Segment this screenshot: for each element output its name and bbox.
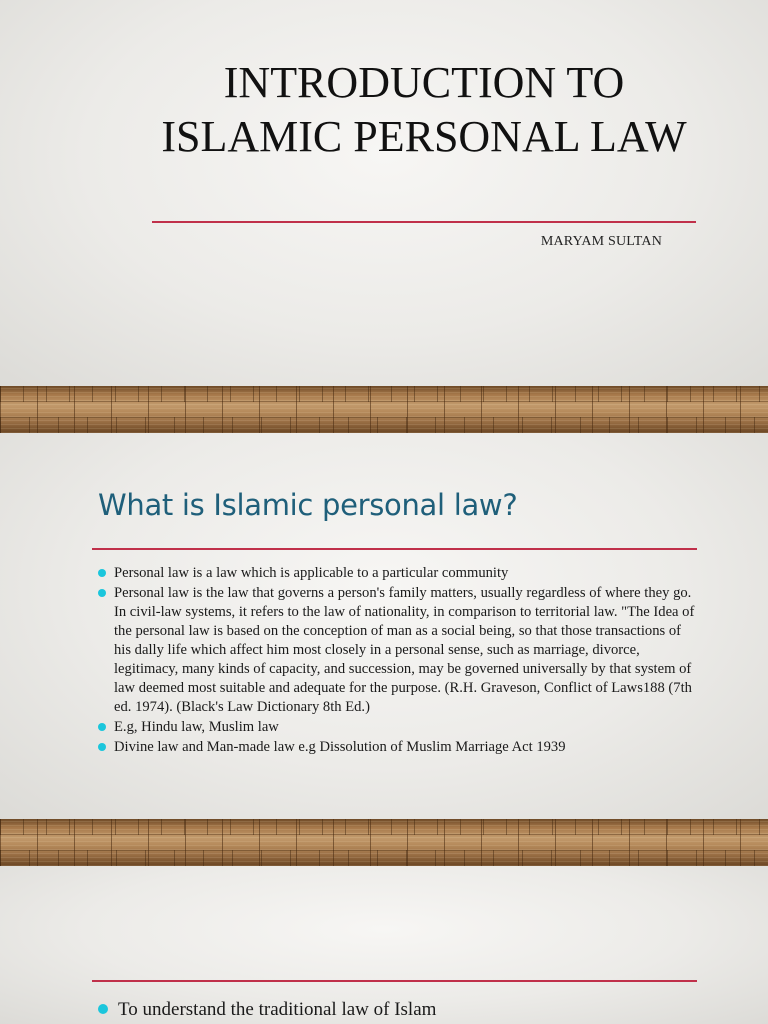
list-item-text: To understand the traditional law of Islam — [118, 999, 437, 1020]
list-item — [98, 718, 698, 737]
list-item-text: E.g, Hindu law, Muslim law — [114, 719, 279, 735]
bullet-dot-icon — [98, 569, 106, 577]
list-item-text: Divine law and Man-made law e.g Dissolution of Muslim Marriage Act 1939 — [114, 739, 566, 755]
list-item — [98, 738, 698, 757]
slide-title: INTRODUCTION TO ISLAMIC PERSONAL LAW — [161, 58, 687, 161]
list-item — [98, 564, 698, 583]
list-item — [98, 998, 698, 1022]
title-divider — [152, 221, 696, 223]
bullet-dot-icon — [98, 589, 106, 597]
author-name: MARYAM SULTAN — [540, 234, 662, 249]
heading-divider — [92, 980, 697, 982]
list-item-text: Personal law is the law that governs a person's family matters, usually regardless of where they go. In civil-law systems, it refers to the law of nationality, in comparison to territorial law. "The Idea of the personal law is based on the conception of man as a social being, so that those transactions of his dally life which affect him most closely in a personal sense, such as marriage, divorce, legitimacy, many kinds of capacity, and succession, may be governed universally by that system of law deemed most suitable and adequate for the purpose. (R.H. Graveson, Conflict of Laws188 (7th ed. 1974). (Black's Law Dictionary 8th Ed.) — [114, 585, 695, 715]
slide-3 — [0, 866, 768, 1024]
list-item-text: Personal law is a law which is applicable to a particular community — [114, 565, 509, 581]
wood-floor-separator — [0, 819, 768, 866]
slide-heading: What is Islamic personal law? — [98, 488, 518, 522]
wood-floor-separator — [0, 386, 768, 433]
heading-divider — [92, 548, 697, 550]
bullet-list — [98, 564, 698, 757]
slide-1 — [0, 0, 768, 386]
list-item — [98, 584, 698, 717]
bullet-dot-icon — [98, 1004, 108, 1014]
bullet-list — [98, 998, 698, 1022]
slide-2 — [0, 433, 768, 819]
bullet-dot-icon — [98, 743, 106, 751]
bullet-dot-icon — [98, 723, 106, 731]
